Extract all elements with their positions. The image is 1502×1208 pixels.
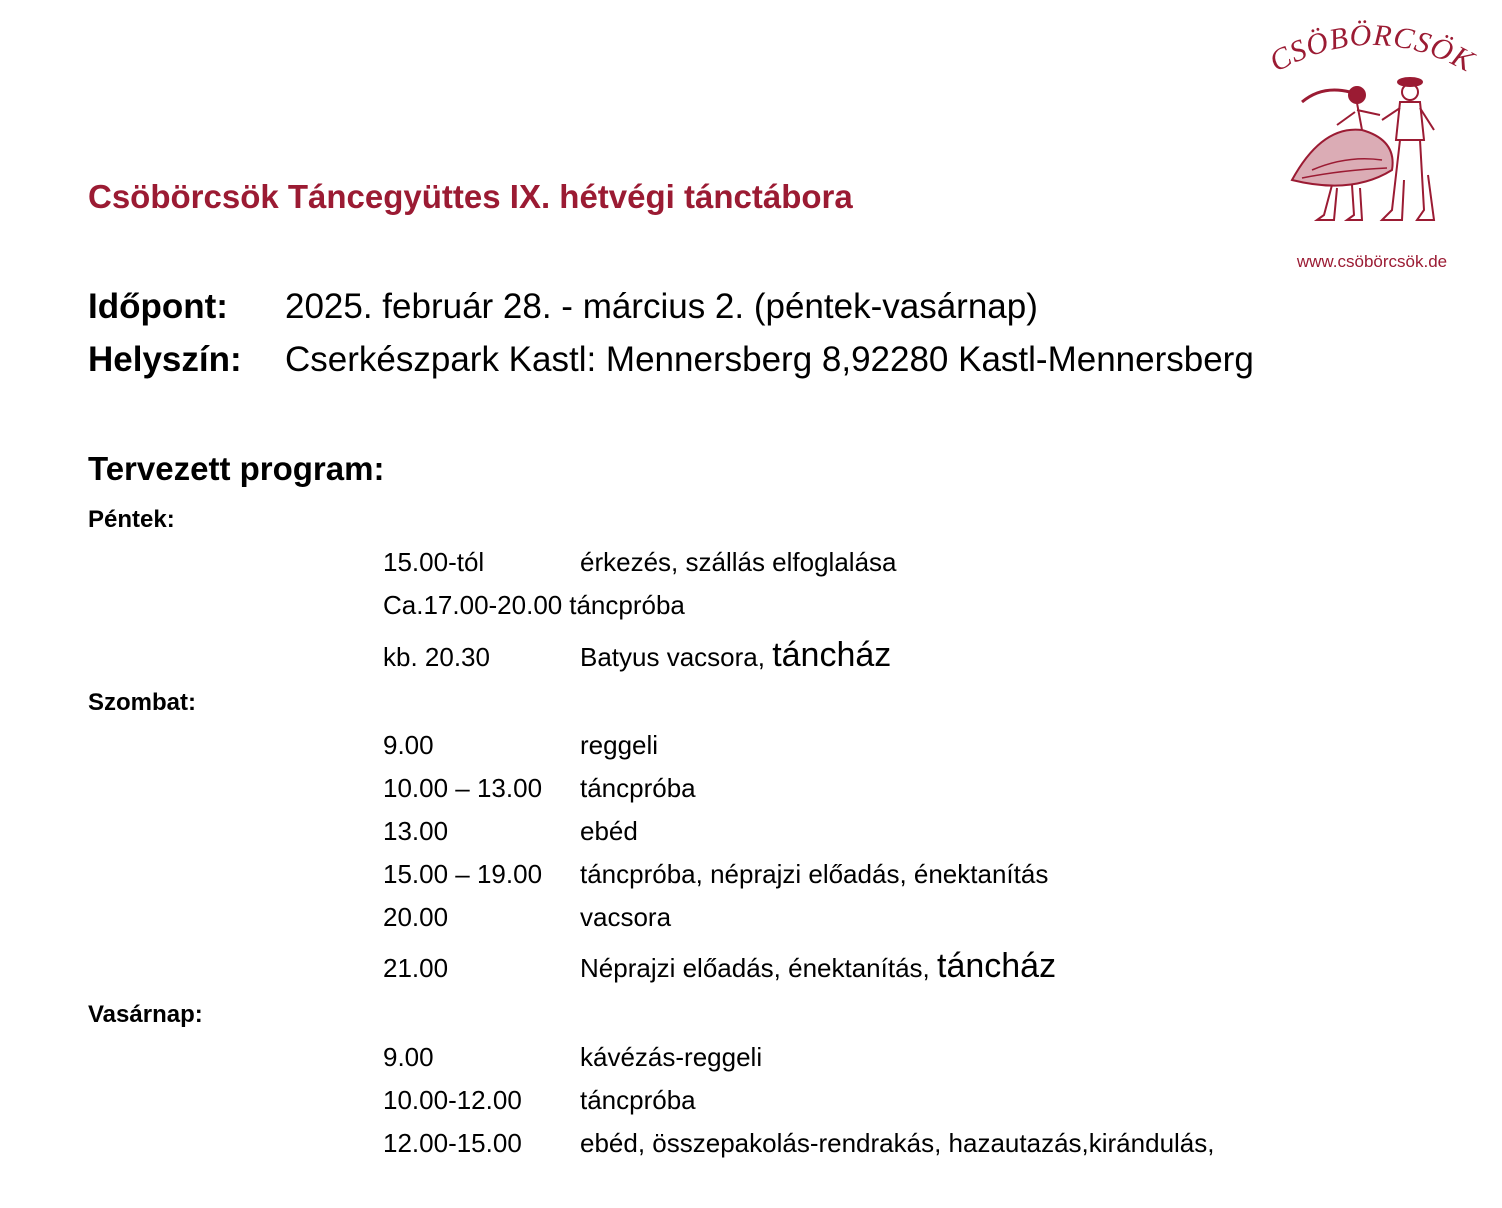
date-row xyxy=(88,287,1038,327)
list-item xyxy=(383,859,1048,890)
entry-activity: érkezés, szállás elfoglalása xyxy=(580,547,897,577)
list-item xyxy=(383,947,1056,986)
entry-time: 9.00 xyxy=(383,730,434,760)
entry-time: 12.00-15.00 xyxy=(383,1128,522,1158)
entry-activity: ebéd, összepakolás-rendrakás, hazautazás,kirándulás, xyxy=(580,1128,1215,1158)
entry-activity: vacsora xyxy=(580,902,672,932)
entry-time: 13.00 xyxy=(383,816,449,846)
entry-time: 10.00-12.00 xyxy=(383,1085,522,1115)
entry-activity: ebéd xyxy=(580,816,638,846)
day-label-saturday: Szombat: xyxy=(88,689,196,716)
list-item xyxy=(383,816,638,847)
page-title: Csöbörcsök Táncegyüttes IX. hétvégi tánctábora xyxy=(88,178,853,215)
entry-activity: táncpróba xyxy=(580,1085,696,1115)
entry-time: kb. 20.30 xyxy=(383,642,490,672)
list-item xyxy=(383,1128,1215,1159)
entry-activity: táncpróba xyxy=(569,590,685,620)
list-item xyxy=(383,590,685,621)
list-item xyxy=(383,1085,696,1116)
svg-text:CSÖBÖRCSÖK xyxy=(1264,20,1480,79)
list-item xyxy=(383,730,658,761)
place-label: Helyszín: xyxy=(88,340,242,379)
entry-time: 15.00 – 19.00 xyxy=(383,859,543,889)
entry-activity: táncpróba, néprajzi előadás, énektanítás xyxy=(580,859,1049,889)
entry-activity: Néprajzi előadás, énektanítás, xyxy=(580,953,937,983)
entry-time: Ca.17.00-20.00 xyxy=(383,590,563,620)
date-label: Időpont: xyxy=(88,287,228,326)
dancing-couple-logo-icon xyxy=(1262,20,1482,250)
entry-emphasis: táncház xyxy=(937,947,1057,985)
entry-activity: Batyus vacsora, xyxy=(580,642,773,672)
list-item xyxy=(383,902,671,933)
list-item xyxy=(383,547,897,578)
date-value: 2025. február 28. - március 2. (péntek-vasárnap) xyxy=(285,287,1038,326)
entry-time: 21.00 xyxy=(383,953,449,983)
entry-time: 20.00 xyxy=(383,902,449,932)
day-label-sunday: Vasárnap: xyxy=(88,1001,203,1028)
place-row xyxy=(88,340,1254,380)
logo xyxy=(1262,20,1482,280)
entry-emphasis: táncház xyxy=(772,636,892,674)
day-label-friday: Péntek: xyxy=(88,506,175,533)
entry-activity: táncpróba xyxy=(580,773,696,803)
list-item xyxy=(383,636,891,675)
entry-activity: reggeli xyxy=(580,730,659,760)
entry-time: 15.00-tól xyxy=(383,547,485,577)
list-item xyxy=(383,1042,762,1073)
place-value: Cserkészpark Kastl: Mennersberg 8,92280 Kastl-Mennersberg xyxy=(285,340,1254,379)
entry-time: 9.00 xyxy=(383,1042,434,1072)
entry-time: 10.00 – 13.00 xyxy=(383,773,543,803)
list-item xyxy=(383,773,696,804)
program-heading: Tervezett program: xyxy=(88,450,385,487)
logo-url[interactable]: www.csöbörcsök.de xyxy=(1296,252,1448,271)
logo-brand-text: CSÖBÖRCSÖK xyxy=(1264,20,1480,79)
entry-activity: kávézás-reggeli xyxy=(580,1042,763,1072)
